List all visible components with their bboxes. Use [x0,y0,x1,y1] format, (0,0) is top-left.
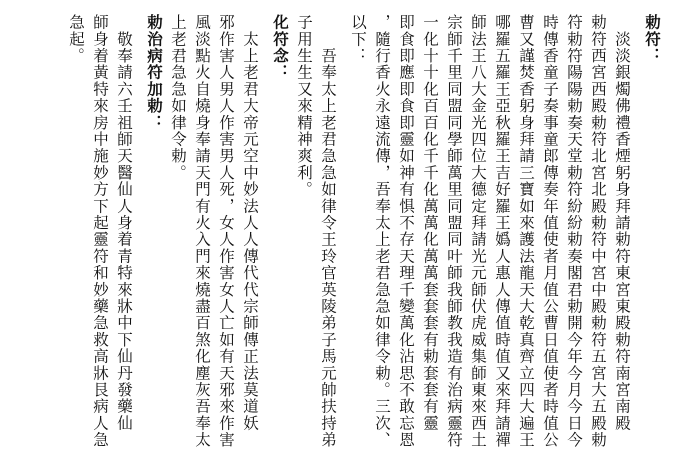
text-column: 風淡點火自燒身奉請天門有火入門來燒盡百煞化塵灰吾奉太 [193,14,211,449]
text-column: 時傳香童子奏事童郎傳奏年值使者月值公曹日值使者時值公 [541,14,559,449]
text-column: 宗師千里同盟同學師萬里同盟同叶師我師教我造有治病靈符 [445,14,463,449]
text-column: 即食即應即食即靈如神有惧不存天理千變萬化沾思不敢忘恩 [397,14,415,449]
text-column: 師身着黃特來房中施妙方下起靈符和妙藥急救高牀艮病人急 [91,14,109,449]
heading-huafu: 化符念： [271,14,290,81]
text-column: 邪作害人男人作害男人死，女人作害女人亡如有天邪來作害 [217,14,235,449]
text-column: ，隨行香火永遠流傳，吾奉太上老君急急如律令勅。三次、 [373,14,391,449]
text-column: 哪羅五羅王亞秋羅王吉好羅王嬀人惠人傳值時值又來拜請禪 [493,14,511,449]
text-column: 曹又謹焚香躬身拜請三寶如來護法龍天大乾真齊立四大遍王 [517,14,535,449]
heading-chifu: 勅符： [643,14,662,65]
text-column: 符勅符陽陽勅奏天堂勅符紛紛勅奏閣君勅開今年今月今日今 [565,14,583,449]
text-column: 子用生生又來精神爽利。 [295,14,313,198]
heading-zhibingfu: 勅治病符加勅： [145,14,164,131]
text-column: 師法王八大金光四位大德定拜請光元師伏虎威集師東來西土 [469,14,487,449]
text-column: 吾奉太上老君急急如律令王玲官英陵弟子馬元帥扶持弟 [319,14,337,449]
text-column: 太上老君大帝元空中妙法人人傳代代宗師傳正法莫道妖 [241,14,259,432]
text-column: 上老君急急如律令勅。 [169,14,187,181]
text-column: 淡淡銀燭佛禮香煙躬身拜請勅符東宮東殿勅符南宮南殿 [613,14,631,432]
text-column: 一化十十化百百化千千化萬萬化萬萬套套套有勅套套有靈 [421,14,439,432]
text-column: 勅符西宮西殿勅符北宮北殿勅符中宮中殿勅符五宮大五殿勅 [589,14,607,449]
text-column: 敬奉請六壬祖師天醫仙人身着青特來牀中下仙丹發藥仙 [115,14,133,432]
text-column: 急起。 [67,14,85,65]
text-column: 以下： [349,14,367,65]
